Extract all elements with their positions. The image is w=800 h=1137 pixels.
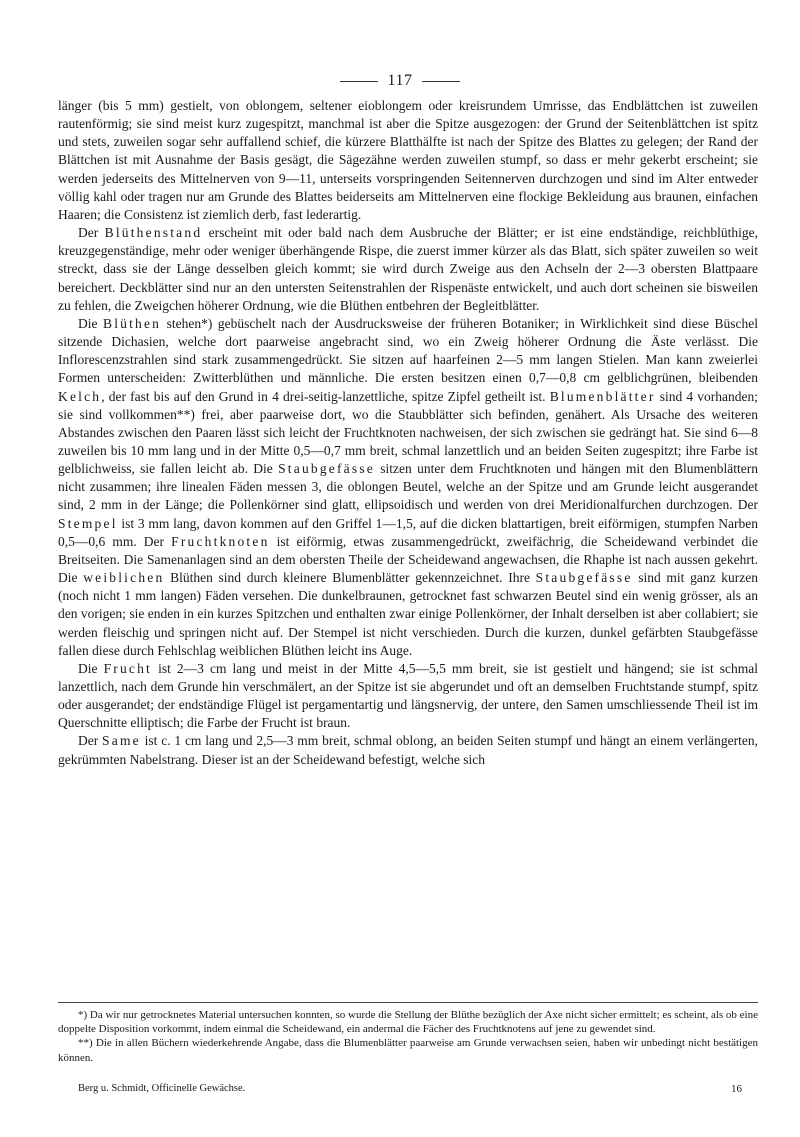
text-run: sitzen unter dem Fruchtknoten und hängen mit den Blumenblättern nicht zusammen; ihre linealen Fäden messen 3, die oblongen Beutel, welche an der Spitze und am Grunde leicht ausgerandet sind, 2 mm in der Länge; die Pollenkörner sind glatt, ellipsoidisch und werden von drei Meridionalfurchen durchzogen. Der xyxy=(58,461,759,513)
spaced-term: Same xyxy=(102,733,141,749)
signature-mark: 16 xyxy=(731,1083,742,1095)
footnote-2: **) Die in allen Büchern wiederkehrende Angabe, dass die Blumenblätter paarweise am Grunde verwachsen seien, haben wir unbedingt nicht bestätigen können. xyxy=(58,1037,758,1064)
spaced-term: Blüthenstand xyxy=(104,225,203,241)
text-run: , der fast bis auf den Grund in 4 drei-seitig-lanzettliche, spitze Zipfel getheilt ist. xyxy=(101,388,550,404)
spaced-term: Staubgefässe xyxy=(535,570,633,586)
text-run: stehen*) gebüschelt nach der Ausdrucksweise der früheren Botaniker; in Wirklichkeit sind diese Büschel sitzende Dichasien, welche dort paarweise angebracht sind, wo ein Zweig höherer Ordnung die Äste verlässt. Die Infloresсenzstrahlen sind stark zusammengedrückt. Sie sitzen auf haarfeinen 2—5 mm langen Stielen. Man kann zweierlei Formen unterscheiden: Zwitterblüthen und männliche. Die ersten besitzen einen 0,7—0,8 cm gelblichgrünen, bleibenden xyxy=(58,315,758,386)
footnotes xyxy=(58,1008,758,1065)
footnote-1: *) Da wir nur getrocknetes Material untersuchen konnten, so wurde die Stellung der Blüthe bezüglich der Axe nicht sicher ermittelt; es scheint, als ob eine doppelte Disposition vorkommt, indem einmal die Scheidewand, ein andermal die Fächer des Fruchtknotens auf jene zu gewendet sind. xyxy=(58,1009,758,1036)
text-run: Der xyxy=(78,225,105,241)
page-header xyxy=(0,72,800,90)
spaced-term: weiblichen xyxy=(83,570,165,586)
page-footer xyxy=(78,1083,742,1095)
header-rule-right xyxy=(422,81,460,82)
paragraph xyxy=(58,315,758,660)
text-run: ist 2—3 cm lang und meist in der Mitte 4,5—5,5 mm breit, sie ist gestielt und hängend; sie ist schmal lanzettlich, nach dem Grunde hin verschmälert, an der Spitze ist sie abgerundet und oft an demselben Fruchtstande stumpf, spitz oder ausgerandet; der endständige Flügel ist pergamentartig und längsnervig, der untere, den Samen umschliessende Theil ist im Querschnitte elliptisch; die Farbe der Frucht ist braun. xyxy=(58,660,758,731)
text-run: Die xyxy=(78,315,103,331)
spaced-term: Frucht xyxy=(103,660,153,676)
spaced-term: Staubgefässe xyxy=(278,461,375,477)
text-run: Der xyxy=(78,733,103,749)
text-run: sind 4 vorhanden; sie sind vollkommen**) frei, aber paarweise dort, wo die Staubblätter sich befinden, genähert. Als Ursache des weiteren Abstandes zwischen den Paaren lässt sich leicht der Fruchtknoten nachweisen, der sich zwischen sie gedrängt hat. Sie sind 6—8 zuweilen bis 10 mm lang und in der Mitte 0,5—0,7 mm breit, schmal lanzettlich und an beiden Seiten zugespitzt; ihre Farbe ist gelblichweiss, sie fallen leicht ab. Die xyxy=(58,388,758,477)
paragraph xyxy=(58,97,758,224)
footnote-rule xyxy=(58,1002,758,1003)
text-run: ist 3 mm lang, davon kommen auf den Griffel 1—1,5, auf die dicken blattartigen, breit eiförmigen, stumpfen Narben 0,5—0,6 mm. Der xyxy=(58,515,758,549)
header-rule-left xyxy=(340,81,378,82)
spaced-term: Blüthen xyxy=(102,315,162,331)
text-run: ist eiförmig, etwas zusammengedrückt, zweifächrig, die Scheidewand verbindet die Breitseiten. Die Samenanlagen sind an dem obersten Theile der Scheidewand angewachsen, die Rhaphe ist nach aussen gekehrt. Die xyxy=(58,533,758,586)
page-number: 117 xyxy=(387,72,413,89)
paragraph xyxy=(58,732,758,768)
spaced-term: Fruchtknoten xyxy=(171,533,270,549)
text-run: Blüthen sind durch kleinere Blumenblätter gekennzeichnet. Ihre xyxy=(164,570,536,586)
spaced-term: Stempel xyxy=(58,515,118,531)
text-run: erscheint mit oder bald nach dem Ausbruche der Blätter; er ist eine endständige, reichblüthige, kreuzgegenständige, mehr oder weniger überhängende Rispe, die zuerst immer kürzer als das Blatt, sich später zuweilen so weit streckt, dass sie der Länge desselben gleich kommt; sie wird durch Zweige aus den Achseln der 2—3 obersten Blattpaare bereichert. Deckblätter sind nur an den untersten Seitenstrahlen der Rispenäste entwickelt, und auch dort scheinen sie bisweilen zu fehlen, die Zweigchen höherer Ordnung, wie die Blüthen entbehren der Begleitblätter. xyxy=(58,225,758,313)
paragraph xyxy=(58,224,758,315)
spaced-term: Kelch xyxy=(58,388,102,404)
text-run: ist c. 1 cm lang und 2,5—3 mm breit, schmal oblong, an beiden Seiten stumpf und hängt an einem verlängerten, gekrümmten Nabelstrang. Dieser ist an der Scheidewand befestigt, welche sich xyxy=(58,733,758,767)
text-run: sind mit ganz kurzen (noch nicht 1 mm langen) Fäden versehen. Die dunkelbraunen, getrocknet fast schwarzen Beutel sind ein wenig grösser, als an den vorigen; sie enden in ein kurzes Spitzchen und enthalten zwar einige Pollenkörner, der Inhalt derselben ist aber collabiert; sie werden fleischig und springen nicht auf. Der Stempel ist nicht verschieden. Durch die kurzen, dunkel gefärbten Staubgefässe fallen diese durch Fehlschlag weiblichen Blüthen leicht ins Auge. xyxy=(58,570,758,658)
footer-author: Berg u. Schmidt, Officinelle Gewächse. xyxy=(78,1083,246,1094)
text-run: Die xyxy=(78,660,104,676)
text-run: länger (bis 5 mm) gestielt, von oblongem, seltener eioblongem oder kreisrundem Umrisse, das Endblättchen ist zuweilen rautenförmig; sie sind meist kurz zugespitzt, manchmal ist aber die Spitze ausgezogen: der Grund der Seitenblättchen ist spitz und stets, zuweilen sogar sehr auffallend schief, die kürzere Blatthälfte ist nach der Spitze des Blattes zu gelegen; der Rand der Blättchen ist mit Ausnahme der Basis gesägt, die Sägezähne werden zuweilen stumpf, so dass er mehr gekerbt erscheint; sie werden jederseits des Mittelnerven von 9—11, unterseits vorspringenden Seitennerven durchzogen und sind im Alter entweder völlig kahl oder tragen nur am Grunde des Blattes beiderseits am Mittelnerven eine flockige Bekleidung aus braunen, einfachen Haaren; die Consistenz ist ziemlich derb, fast lederartig. xyxy=(58,98,758,222)
body-text xyxy=(58,97,758,769)
paragraph xyxy=(58,660,758,733)
spaced-term: Blumenblätter xyxy=(549,388,656,404)
